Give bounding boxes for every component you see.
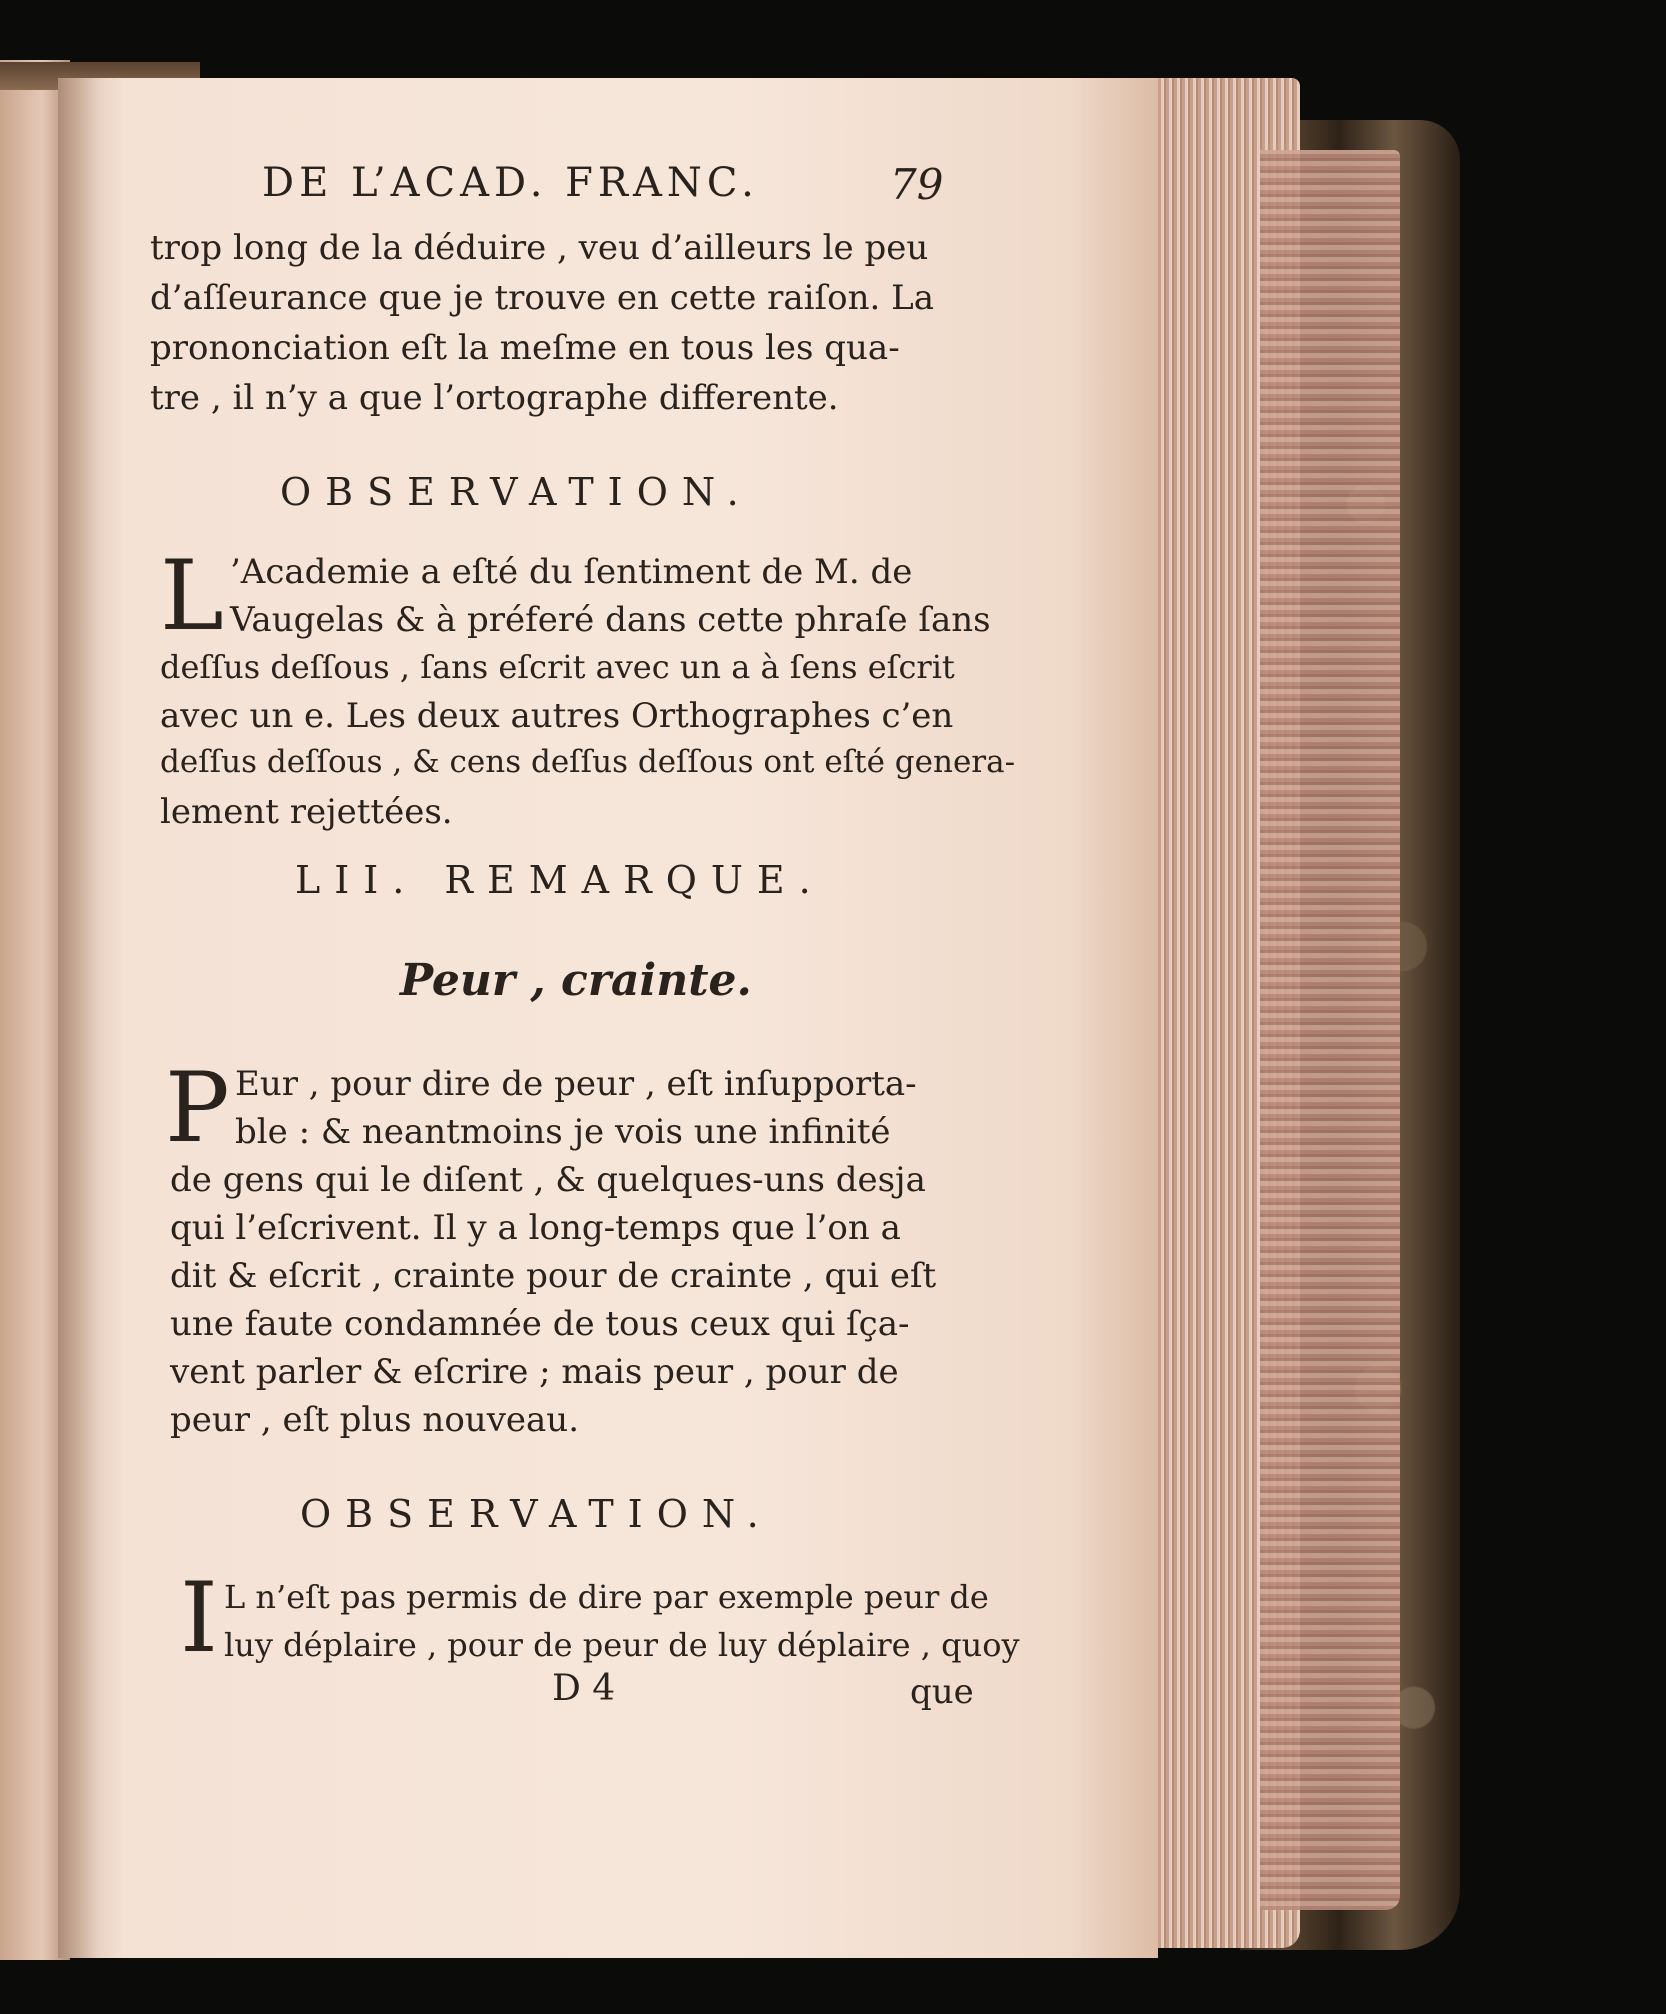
drop-cap: L [160, 540, 224, 652]
observation-line: avec un e. Les deux autres Orthographes c’en [160, 696, 954, 736]
intro-line: tre , il n’y a que l’ortographe differente. [150, 378, 839, 418]
sprinkled-page-edges [1260, 150, 1400, 1910]
observation-line: luy déplaire , pour de peur de luy déplaire , quoy [224, 1626, 1020, 1664]
drop-cap: P [165, 1052, 230, 1164]
observation-heading: OBSERVATION. [300, 1492, 773, 1536]
observation-line: deſſus deſſous , & cens deſſus deſſous ont eſté genera- [160, 744, 1016, 780]
remarque-heading: LII. REMARQUE. [295, 858, 825, 902]
running-head: DE L’ACAD. FRANC. [262, 160, 759, 206]
catchword: que [910, 1672, 974, 1712]
observation-line: deſſus deſſous , ſans eſcrit avec un a à ſens eſcrit [160, 648, 955, 686]
remarque-line: de gens qui le diſent , & quelques-uns desja [170, 1160, 926, 1200]
remarque-line: vent parler & eſcrire ; mais peur , pour de [170, 1352, 899, 1392]
observation-line: ’Academie a eſté du ſentiment de M. de [230, 552, 913, 592]
remarque-line: dit & eſcrit , crainte pour de crainte , qui eſt [170, 1256, 937, 1296]
page-number: 79 [890, 160, 944, 209]
remarque-line: qui l’eſcrivent. Il y a long-temps que l’on a [170, 1208, 901, 1248]
remarque-subtitle: Peur , crainte. [400, 955, 752, 1006]
signature-mark: D 4 [552, 1668, 616, 1709]
drop-cap: I [180, 1562, 218, 1674]
remarque-line: peur , eſt plus nouveau. [170, 1400, 579, 1440]
observation-line: lement rejettées. [160, 792, 453, 832]
intro-line: trop long de la déduire , veu d’ailleurs le peu [150, 228, 929, 268]
observation-line: L n’eſt pas permis de dire par exemple peur de [224, 1578, 989, 1616]
intro-line: d’aſſeurance que je trouve en cette raiſon. La [150, 278, 934, 318]
remarque-line: une faute condamnée de tous ceux qui ſça- [170, 1304, 910, 1344]
gutter-shadow [58, 78, 98, 1958]
observation-heading: OBSERVATION. [280, 470, 753, 514]
remarque-line: ble : & neantmoins je vois une infinité [235, 1112, 891, 1152]
intro-line: prononciation eſt la meſme en tous les qua- [150, 328, 900, 368]
remarque-line: Eur , pour dire de peur , eſt inſupporta- [235, 1064, 917, 1104]
observation-line: Vaugelas & à préferé dans cette phraſe ſans [230, 600, 991, 640]
